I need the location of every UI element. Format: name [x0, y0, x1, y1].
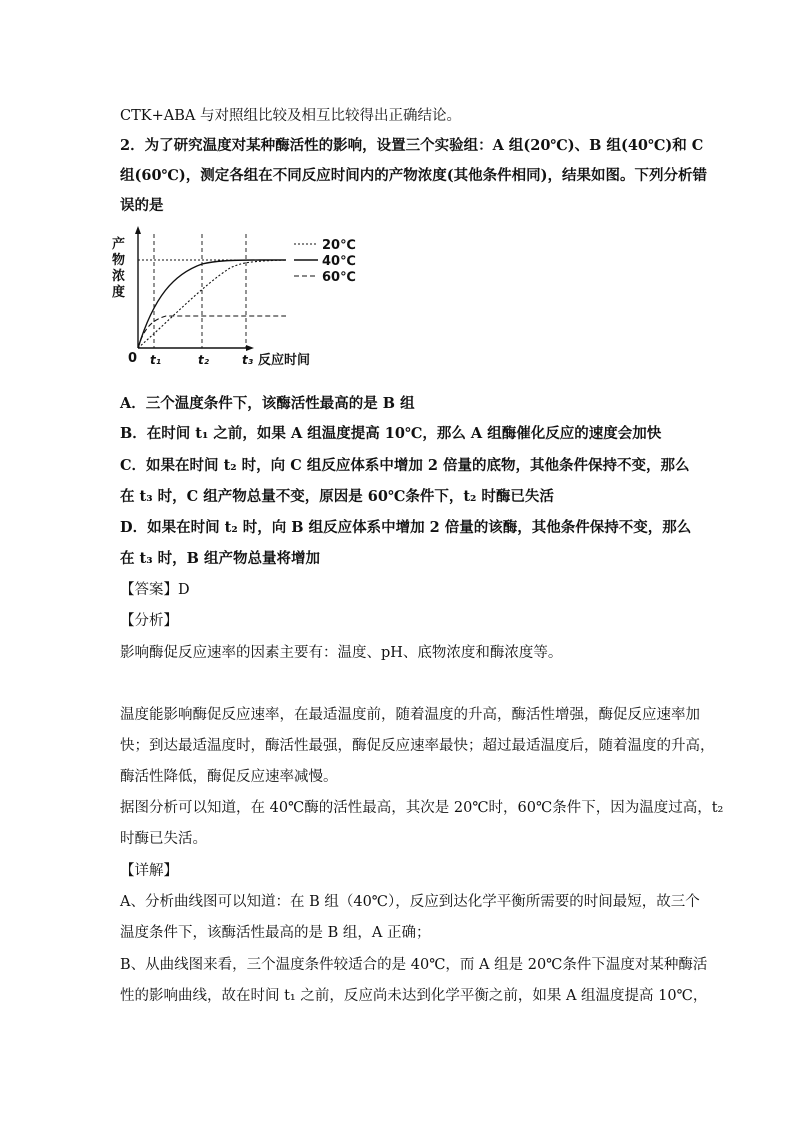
- detail-a-line-2: 温度条件下，该酶活性最高的是 B 组，A 正确；: [120, 925, 431, 941]
- analysis-heading: 【分析】: [120, 613, 178, 629]
- y-axis-arrow: [135, 226, 141, 234]
- analysis-para-1-line-3: 酶活性降低，酶促反应速率减慢。: [120, 769, 338, 785]
- x-axis-label: 反应时间: [258, 353, 311, 368]
- x-axis-arrow: [246, 345, 254, 351]
- figure-svg: [110, 224, 370, 372]
- tick-t1: t₁: [150, 353, 161, 367]
- y-label-char-4: 度: [112, 285, 126, 300]
- y-label-char-3: 浓: [112, 269, 126, 284]
- legend-label-60c: 60℃: [322, 270, 356, 285]
- tick-t2: t₂: [198, 353, 209, 367]
- text-line-prev-conclusion: CTK+ABA 与对照组比较及相互比较得出正确结论。: [120, 108, 461, 124]
- curve-60c: [138, 316, 286, 348]
- legend-label-40c: 40℃: [322, 254, 356, 269]
- origin-label: 0: [128, 351, 138, 366]
- analysis-para-1-line-1: 温度能影响酶促反应速率，在最适温度前，随着温度的升高，酶活性增强，酶促反应速率加: [120, 707, 700, 723]
- option-d-line-2: 在 t₃ 时，B 组产物总量将增加: [120, 550, 320, 567]
- analysis-factors: 影响酶促反应速率的因素主要有：温度、pH、底物浓度和酶浓度等。: [120, 645, 563, 661]
- detail-b-line-1: B、从曲线图来看，三个温度条件较适合的是 40℃，而 A 组是 20℃条件下温度对某种酶活: [120, 957, 708, 973]
- y-label-char-1: 产: [112, 237, 126, 252]
- y-label-char-2: 物: [112, 253, 126, 268]
- curve-40c: [138, 260, 286, 348]
- detail-b-line-2: 性的影响曲线，故在时间 t₁ 之前，反应尚未达到化学平衡之前，如果 A 组温度提高 10℃，: [120, 988, 708, 1004]
- question-2-stem-line-1: 2．为了研究温度对某种酶活性的影响，设置三个实验组：A 组(20℃)、B 组(40℃)和 C: [120, 137, 704, 154]
- legend-label-20c: 20℃: [322, 238, 356, 253]
- option-b: B．在时间 t₁ 之前，如果 A 组温度提高 10℃，那么 A 组酶催化反应的速度会加快: [120, 425, 662, 442]
- tick-t3: t₃: [242, 353, 253, 367]
- question-2-stem-line-2: 组(60℃)，测定各组在不同反应时间内的产物浓度(其他条件相同)，结果如图。下列分析错: [120, 167, 707, 184]
- analysis-para-1-line-2: 快；到达最适温度时，酶活性最强，酶促反应速率最快；超过最适温度后，随着温度的升高，: [120, 738, 715, 754]
- detail-a-line-1: A、分析曲线图可以知道：在 B 组（40℃），反应到达化学平衡所需要的时间最短，故三个: [120, 894, 700, 910]
- detail-heading: 【详解】: [120, 863, 178, 879]
- curve-20c: [138, 260, 286, 348]
- option-c-line-1: C．如果在时间 t₂ 时，向 C 组反应体系中增加 2 倍量的底物，其他条件保持不变，那么: [120, 457, 690, 474]
- option-a: A．三个温度条件下，该酶活性最高的是 B 组: [120, 395, 415, 412]
- question-2-stem-line-3: 误的是: [120, 197, 164, 214]
- analysis-para-2-line-2: 时酶已失活。: [120, 831, 207, 847]
- option-c-line-2: 在 t₃ 时，C 组产物总量不变，原因是 60℃条件下，t₂ 时酶已失活: [120, 488, 554, 505]
- option-d-line-1: D．如果在时间 t₂ 时，向 B 组反应体系中增加 2 倍量的该酶，其他条件保持不变，那么: [120, 519, 692, 536]
- answer-heading: 【答案】D: [120, 582, 190, 598]
- analysis-para-2-line-1: 据图分析可以知道，在 40℃酶的活性最高，其次是 20℃时，60℃条件下，因为温度过高，t₂: [120, 800, 724, 816]
- product-concentration-figure: [110, 224, 370, 372]
